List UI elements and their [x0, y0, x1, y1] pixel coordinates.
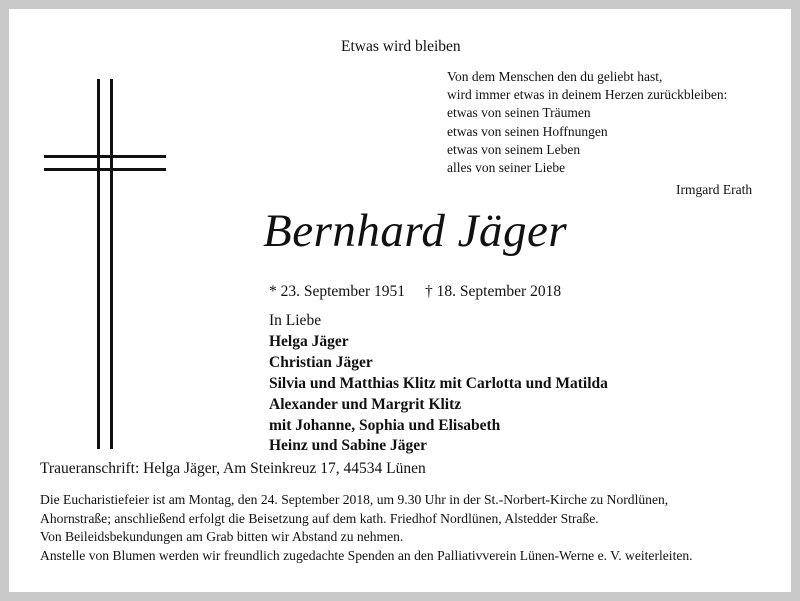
- birth-date: * 23. September 1951: [269, 283, 406, 300]
- poem-line: etwas von seinen Hoffnungen: [447, 123, 608, 139]
- heading: Etwas wird bleiben: [341, 38, 461, 55]
- mourner: Silvia und Matthias Klitz mit Carlotta und Matilda: [269, 374, 608, 392]
- mourner: Heinz und Sabine Jäger: [269, 437, 428, 455]
- mourner: Helga Jäger: [269, 332, 349, 350]
- deceased-name: Bernhard Jäger: [263, 205, 568, 257]
- mourner: mit Johanne, Sophia und Elisabeth: [269, 416, 501, 434]
- poem-line: etwas von seinem Leben: [447, 141, 581, 157]
- mourning-address: Traueranschrift: Helga Jäger, Am Steinkreuz 17, 44534 Lünen: [40, 460, 426, 477]
- poem-line: alles von seiner Liebe: [447, 160, 566, 176]
- mourner: Christian Jäger: [269, 353, 373, 371]
- poem-author: Irmgard Erath: [676, 182, 753, 197]
- mourner: Alexander und Margrit Klitz: [269, 395, 462, 413]
- poem: [447, 68, 727, 177]
- cross-icon: [44, 79, 166, 449]
- life-dates: [269, 283, 561, 301]
- poem-line: wird immer etwas in deinem Herzen zurückbleiben:: [447, 87, 728, 103]
- poem-line: Von dem Menschen den du geliebt hast,: [447, 69, 663, 84]
- death-date: † 18. September 2018: [425, 283, 562, 300]
- poem-line: etwas von seinen Träumen: [447, 105, 591, 121]
- note-line: Von Beileidsbekundungen am Grab bitten wir Abstand zu nehmen.: [40, 529, 404, 544]
- note-line: Die Eucharistiefeier ist am Montag, den 24. September 2018, um 9.30 Uhr in der St.-Norbert-Kirche zu Nordlünen,: [40, 492, 669, 507]
- note-line: Anstelle von Blumen werden wir freundlich zugedachte Spenden an den Palliativverein Lünen-Werne e. V. weiterleiten.: [40, 547, 693, 563]
- note-line: Ahornstraße; anschließend erfolgt die Beisetzung auf dem kath. Friedhof Nordlünen, Alstedder Straße.: [40, 510, 599, 526]
- mourners: [269, 311, 608, 457]
- mourners-intro: In Liebe: [269, 312, 322, 329]
- service-notes: [40, 491, 693, 565]
